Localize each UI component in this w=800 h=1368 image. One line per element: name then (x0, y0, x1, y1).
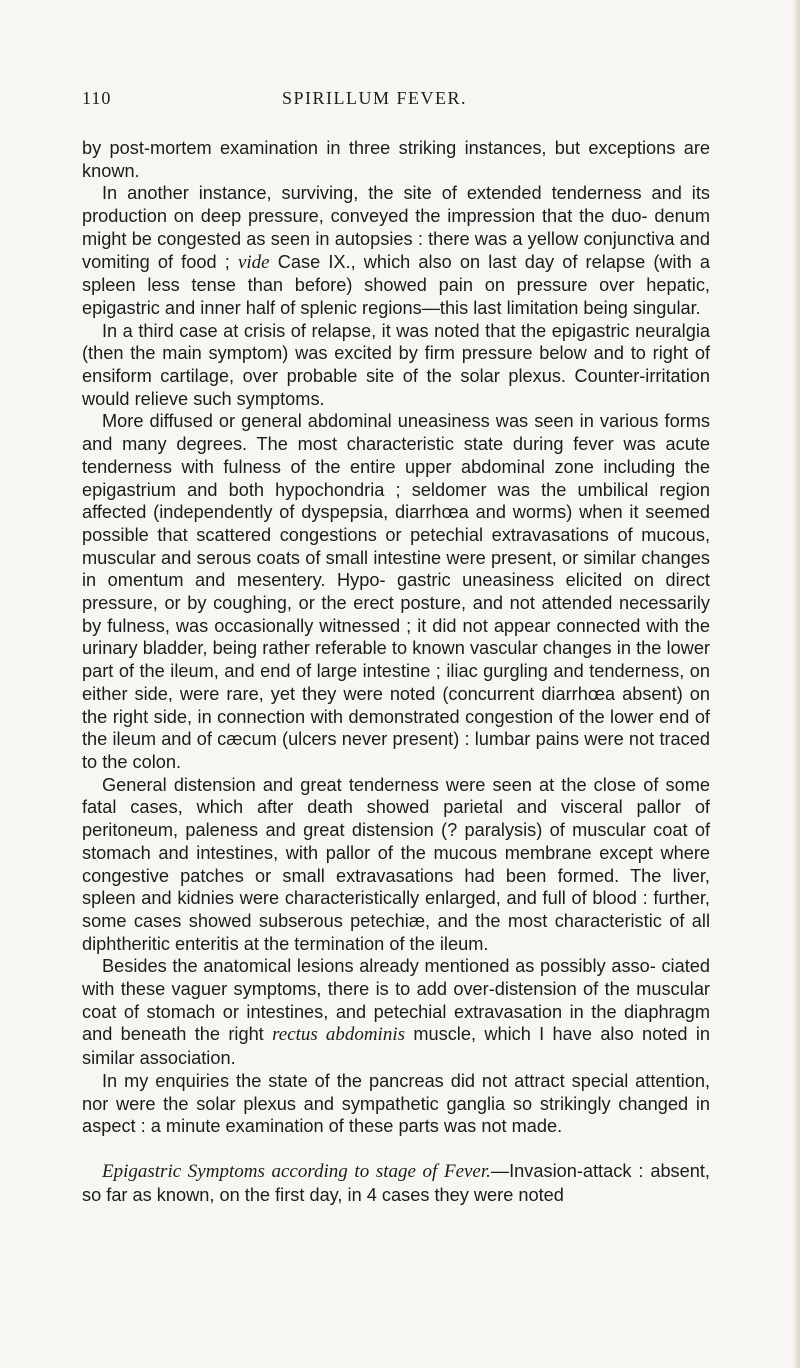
page-header (82, 88, 710, 109)
italic-text: rectus abdominis (272, 1024, 406, 1046)
italic-text: Epigastric Symptoms according to stage of Fever. (102, 1160, 491, 1182)
paragraph (82, 137, 710, 182)
text-run: In a third case at crisis of relapse, it was noted that the epigastric neuralgia (then the main symptom) was excited by firm pressure below and to right of ensiform cartilage, over probable site of the solar plexus. Counter-irritation would relieve such symptoms. (82, 320, 710, 409)
paragraph (82, 410, 710, 773)
text-run: General distension and great tenderness were seen at the close of some fatal cases, which after death showed parietal and visceral pallor of peritoneum, paleness and great distension (? paralysis) of muscular coat of stomach and intestines, with pallor of the mucous membrane except where congestive patches or small extravasations had been formed. The liver, spleen and kidnies were characteristically enlarged, and full of blood : further, some cases showed subserous petechiæ, and the most characteristic of all diphtheritic enteritis at the termination of the ileum. (82, 774, 710, 954)
book-page (82, 88, 710, 1206)
text-run: —Invasion-attack : absent, so far as known, on the first day, in 4 cases they were noted (82, 1160, 710, 1205)
text-run: In another instance, surviving, the site of extended tenderness and its production on deep pressure, conveyed the impression that the duo- denum might be congested as seen in autopsies : there was a yellow conjunctiva and vomiting of food ; (82, 183, 710, 272)
page-number: 110 (82, 88, 112, 108)
running-title: SPIRILLUM FEVER. (282, 88, 468, 108)
paragraph (82, 182, 710, 319)
text-run: Case IX., which also on last day of relapse (with a spleen less tense than before) showed pain on pressure over hepatic, epigastric and inner half of splenic regions—this last limitation being singular. (82, 251, 710, 318)
paragraph (82, 1070, 710, 1138)
text-run: More diffused or general abdominal uneasiness was seen in various forms and many degrees. The most characteristic state during fever was acute tenderness with fulness of the entire upper abdominal zone including the epigastrium and both hypochondria ; seldomer was the umbilical region affected (independently of dyspepsia, diarrhœa and worms) when it seemed possible that scattered congestions or petechial extravasations of mucous, muscular and serous coats of small intestine were present, or similar changes in omentum and mesentery. Hypo- gastric uneasiness elicited on direct pressure, or by coughing, or the erect posture, and not attended necessarily by fulness, was occasionally witnessed ; it did not appear connected with the urinary bladder, being rather referable to known vascular changes in the lower part of the ileum, and end of large intestine ; iliac gurgling and tenderness, on either side, were rare, yet they were noted (concurrent diarrhœa absent) on the right side, in connection with demonstrated congestion of the lower end of the ileum and of cæcum (ulcers never present) : lumbar pains were not traced to the colon. (82, 411, 710, 772)
paragraph (82, 955, 710, 1070)
section-heading-paragraph (82, 1160, 710, 1206)
text-run: In my enquiries the state of the pancreas did not attract special attention, nor were the solar plexus and sympathetic ganglia so strikingly changed in aspect : a minute examination of these parts was not made. (82, 1070, 710, 1137)
body-text (82, 137, 710, 1206)
text-run: muscle, which I have also noted in similar association. (82, 1024, 711, 1069)
paragraph (82, 320, 710, 411)
text-run: Besides the anatomical lesions already mentioned as possibly asso- ciated with these vaguer symptoms, there is to add over-distension of the muscular coat of stomach or intestines, and petechial extravasation in the diaphragm and beneath the right (82, 956, 710, 1045)
text-run: by post-mortem examination in three striking instances, but exceptions are known. (82, 138, 710, 181)
italic-text: vide (237, 251, 270, 273)
page-edge-shadow (792, 0, 800, 1368)
paragraph (82, 774, 710, 956)
